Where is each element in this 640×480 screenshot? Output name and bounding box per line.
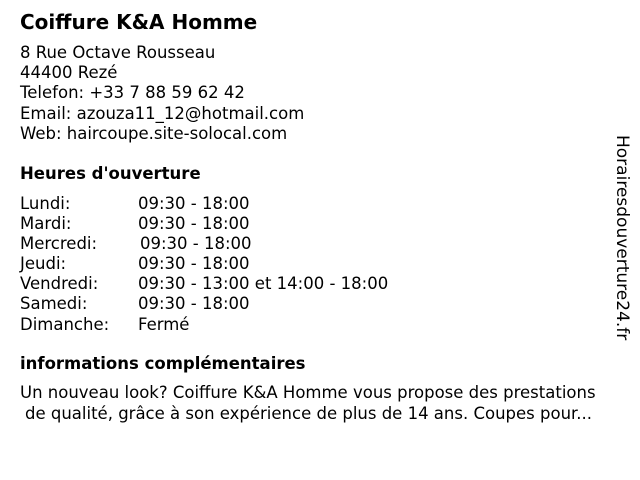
- day-label: Mardi:: [20, 214, 72, 234]
- address-line-2: 44400 Rezé: [20, 63, 118, 83]
- day-hours: 09:30 - 18:00: [138, 254, 250, 274]
- day-hours: Fermé: [138, 314, 190, 334]
- day-label: Dimanche:: [20, 314, 110, 334]
- day-hours: 09:30 - 18:00: [140, 234, 252, 254]
- additional-info-heading: informations complémentaires: [20, 354, 306, 373]
- day-hours: 09:30 - 18:00: [138, 214, 250, 234]
- opening-hours-heading: Heures d'ouverture: [20, 164, 201, 183]
- site-watermark: Horairesdouverture24.fr: [612, 135, 632, 341]
- contact-block: [20, 43, 304, 144]
- day-label: Mercredi:: [20, 234, 98, 254]
- day-label: Lundi:: [20, 194, 71, 213]
- phone-number: Telefon: +33 7 88 59 62 42: [20, 83, 245, 103]
- day-label: Vendredi:: [20, 274, 99, 294]
- info-line-2: de qualité, grâce à son expérience de plus de 14 ans. Coupes pour...: [25, 403, 593, 423]
- day-label: Jeudi:: [20, 254, 67, 274]
- additional-info-text: [20, 383, 630, 424]
- day-hours: 09:30 - 18:00: [138, 194, 250, 213]
- day-hours: 09:30 - 13:00 et 14:00 - 18:00: [138, 274, 389, 294]
- day-hours: 09:30 - 18:00: [138, 294, 250, 314]
- website-address: Web: haircoupe.site-solocal.com: [20, 123, 288, 143]
- business-name: Coiffure K&A Homme: [20, 10, 258, 34]
- address-line-1: 8 Rue Octave Rousseau: [20, 43, 216, 62]
- info-line-1: Un nouveau look? Coiffure K&A Homme vous propose des prestations: [20, 383, 596, 402]
- email-address: Email: azouza11_12@hotmail.com: [20, 103, 305, 123]
- day-label: Samedi:: [20, 294, 88, 314]
